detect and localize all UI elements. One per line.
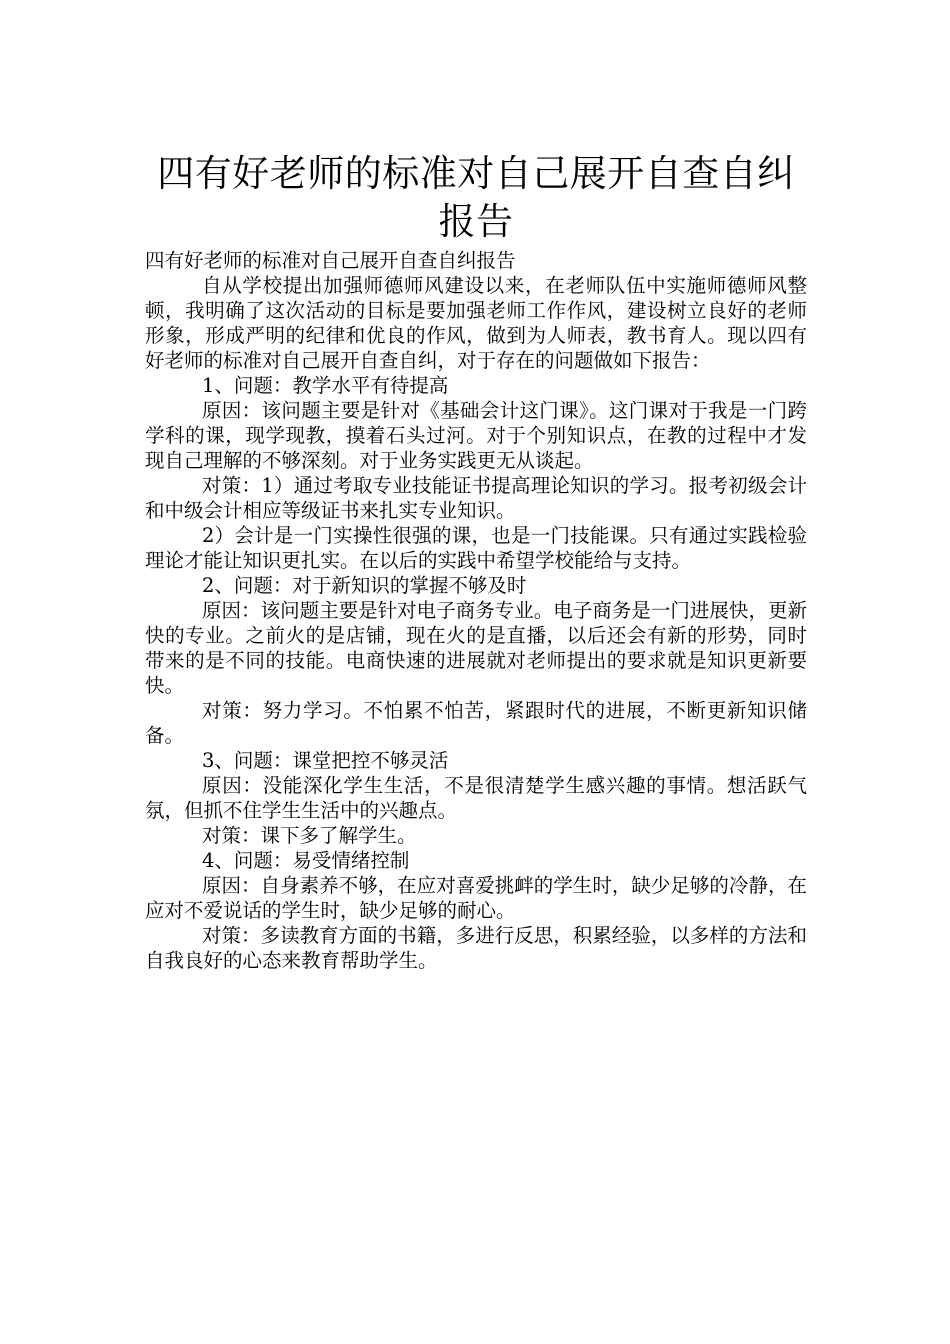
intro-paragraph: 自从学校提出加强师德师风建设以来，在老师队伍中实施师德师风整顿，我明确了这次活动的目标是要加强老师工作作风，建设树立良好的老师形象，形成严明的纪律和优良的作风，做到为人师表，教书育人。现以四有好老师的标准对自己展开自查自纠，对于存在的问题做如下报告： [145, 274, 807, 372]
problem-4-heading: 4、问题：易受情绪控制 [202, 849, 410, 872]
problem-1-solution-1: 对策：1）通过考取专业技能证书提高理论知识的学习。报考初级会计和中级会计相应等级证书来扎实专业知识。 [145, 474, 807, 522]
document-title: 四有好老师的标准对自己展开自查自纠报告 [157, 151, 795, 243]
problem-1-heading: 1、问题：教学水平有待提高 [202, 374, 449, 397]
problem-2-cause: 原因：该问题主要是针对电子商务专业。电子商务是一门进展快，更新快的专业。之前火的是店铺，现在火的是直播，以后还会有新的形势，同时带来的是不同的技能。电商快速的进展就对老师提出的要求就是知识更新要快。 [145, 599, 807, 697]
document-body [145, 248, 807, 973]
problem-3-cause: 原因：没能深化学生生活，不是很清楚学生感兴趣的事情。想活跃气氛，但抓不住学生生活中的兴趣点。 [145, 774, 807, 822]
problem-4-solution: 对策：多读教育方面的书籍，多进行反思，积累经验，以多样的方法和自我良好的心态来教育帮助学生。 [145, 924, 807, 972]
problem-3-heading: 3、问题：课堂把控不够灵活 [202, 749, 449, 772]
document-subtitle: 四有好老师的标准对自己展开自查自纠报告 [145, 249, 516, 272]
problem-1-cause: 原因：该问题主要是针对《基础会计这门课》。这门课对于我是一门跨学科的课，现学现教，摸着石头过河。对于个别知识点，在教的过程中才发现自己理解的不够深刻。对于业务实践更无从谈起。 [145, 399, 807, 472]
problem-2-heading: 2、问题：对于新知识的掌握不够及时 [202, 574, 527, 597]
problem-4-cause: 原因：自身素养不够，在应对喜爱挑衅的学生时，缺少足够的冷静，在应对不爱说话的学生时，缺少足够的耐心。 [145, 874, 807, 922]
problem-2-solution: 对策：努力学习。不怕累不怕苦，紧跟时代的进展，不断更新知识储备。 [145, 699, 807, 747]
problem-3-solution: 对策：课下多了解学生。 [202, 824, 417, 847]
problem-1-solution-2: 2）会计是一门实操性很强的课，也是一门技能课。只有通过实践检验理论才能让知识更扎实。在以后的实践中希望学校能给与支持。 [145, 524, 807, 572]
